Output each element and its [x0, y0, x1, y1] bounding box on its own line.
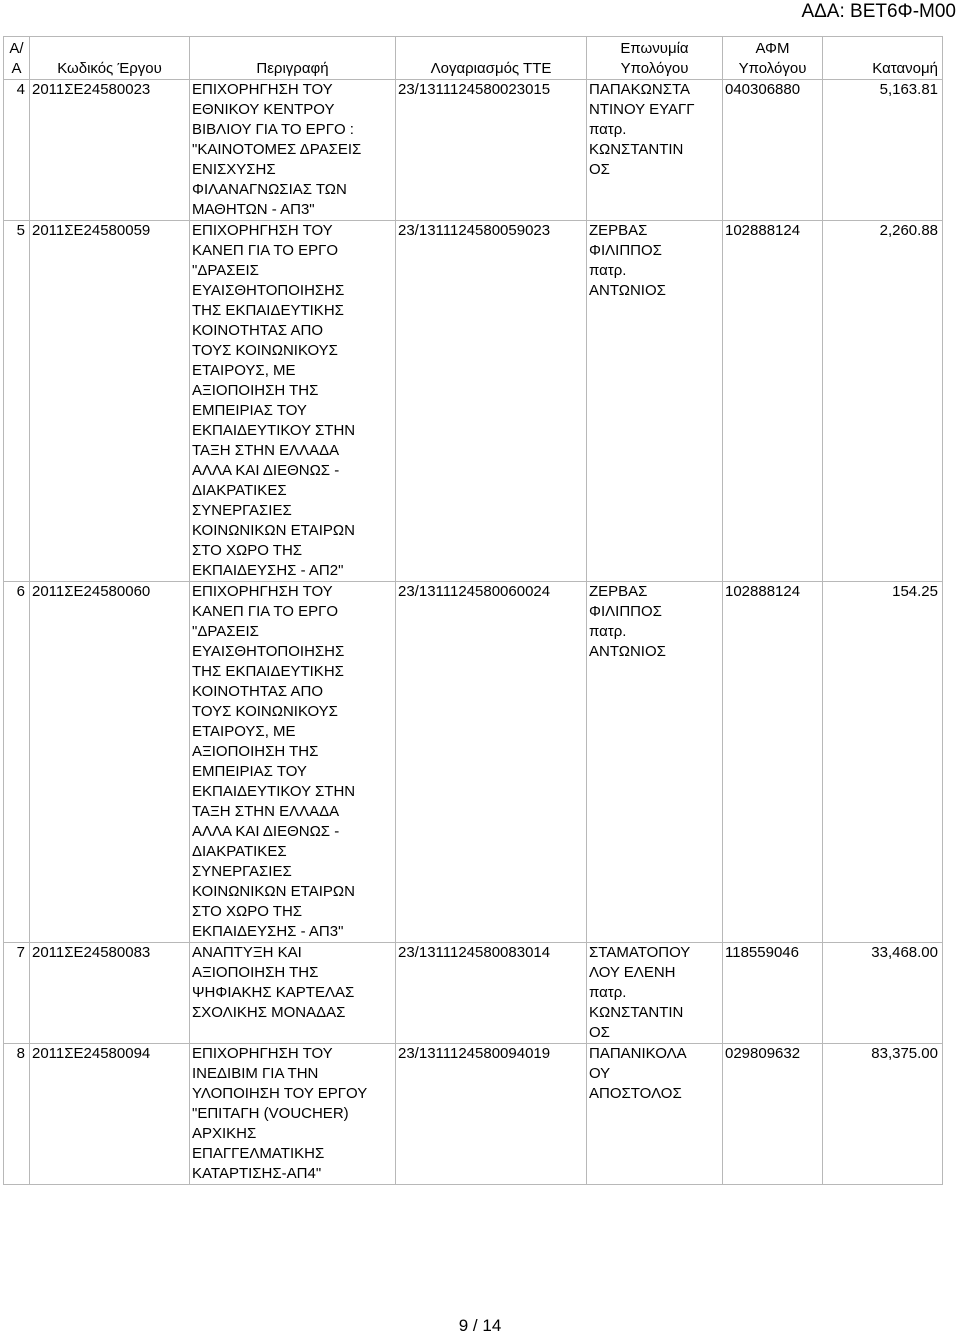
header-name: [587, 37, 723, 80]
row-description-line: ΤΟΥΣ ΚΟΙΝΩΝΙΚΟΥΣ: [192, 703, 338, 720]
header-code: Κωδικός Έργου: [30, 37, 190, 80]
row-name-line: ΚΩΝΣΤΑΝΤΙΝ: [589, 1004, 684, 1021]
row-description-line: ΕΜΠΕΙΡΙΑΣ ΤΟΥ: [192, 763, 307, 780]
row-description-line: "ΔΡΑΣΕΙΣ: [192, 623, 259, 640]
row-allocation: 2,260.88: [823, 221, 943, 582]
row-description-line: ΕΤΑΙΡΟΥΣ, ΜΕ: [192, 723, 296, 740]
row-description-line: "ΔΡΑΣΕΙΣ: [192, 262, 259, 279]
row-name-line: ΦΙΛΙΠΠΟΣ: [589, 603, 662, 620]
row-name-line: ΑΝΤΩΝΙΟΣ: [589, 643, 666, 660]
row-name-line: ΠΑΠΑΝΙΚΟΛΑ: [589, 1045, 687, 1062]
row-name-line: ΠΑΠΑΚΩΝΣΤΑ: [589, 81, 691, 98]
row-description-line: ΕΚΠΑΙΔΕΥΣΗΣ - ΑΠ2": [192, 562, 344, 579]
row-description-line: ΤΑΞΗ ΣΤΗΝ ΕΛΛΑΔΑ: [192, 442, 340, 459]
row-description-line: ΚΟΙΝΟΤΗΤΑΣ ΑΠΟ: [192, 322, 324, 339]
row-name-line: πατρ.: [589, 262, 627, 279]
row-description-line: ΑΝΑΠΤΥΞΗ ΚΑΙ: [192, 944, 302, 961]
row-description-line: "ΕΠΙΤΑΓΗ (VOUCHER): [192, 1105, 349, 1122]
row-description-line: ΔΙΑΚΡΑΤΙΚΕΣ: [192, 482, 287, 499]
row-allocation: 83,375.00: [823, 1044, 943, 1185]
header-row: [4, 37, 943, 80]
row-description-line: ΑΛΛΑ ΚΑΙ ΔΙΕΘΝΩΣ -: [192, 823, 340, 840]
row-name: [587, 582, 723, 943]
row-description-line: ΕΚΠΑΙΔΕΥΤΙΚΟΥ ΣΤΗΝ: [192, 422, 356, 439]
header-afm-line: Υπολόγου: [738, 60, 807, 77]
projects-table: [3, 36, 943, 1185]
row-name-line: ΟΥ: [589, 1065, 611, 1082]
row-aa: 4: [4, 80, 30, 221]
row-description-line: ΕΜΠΕΙΡΙΑΣ ΤΟΥ: [192, 402, 307, 419]
row-afm: 118559046: [723, 943, 823, 1044]
row-description-line: ΚΟΙΝΩΝΙΚΩΝ ΕΤΑΙΡΩΝ: [192, 522, 355, 539]
row-description-line: ΕΥΑΙΣΘΗΤΟΠΟΙΗΣΗΣ: [192, 282, 345, 299]
row-name-line: πατρ.: [589, 623, 627, 640]
row-description: [190, 943, 396, 1044]
row-description-line: ΣΤΟ ΧΩΡΟ ΤΗΣ: [192, 903, 303, 920]
row-description-line: ΤΑΞΗ ΣΤΗΝ ΕΛΛΑΔΑ: [192, 803, 340, 820]
row-afm: 040306880: [723, 80, 823, 221]
row-description-line: ΒΙΒΛΙΟΥ ΓΙΑ ΤΟ ΕΡΓΟ :: [192, 121, 354, 138]
page-number: 9: [458, 1316, 469, 1335]
row-description-line: ΕΝΙΣΧΥΣΗΣ: [192, 161, 276, 178]
row-name-line: ΣΤΑΜΑΤΟΠΟΥ: [589, 944, 691, 961]
header-account: Λογαριασμός ΤΤΕ: [396, 37, 587, 80]
table-row: [4, 221, 943, 582]
row-description: [190, 221, 396, 582]
row-description-line: ΣΧΟΛΙΚΗΣ ΜΟΝΑΔΑΣ: [192, 1004, 346, 1021]
table-row: [4, 80, 943, 221]
row-description: [190, 80, 396, 221]
row-account: 23/1311124580083014: [396, 943, 587, 1044]
header-name-line: Επωνυμία: [620, 40, 689, 57]
row-description-line: ΕΥΑΙΣΘΗΤΟΠΟΙΗΣΗΣ: [192, 643, 345, 660]
row-description-line: ΕΘΝΙΚΟΥ ΚΕΝΤΡΟΥ: [192, 101, 335, 118]
row-description-line: ΤΗΣ ΕΚΠΑΙΔΕΥΤΙΚΗΣ: [192, 663, 344, 680]
row-description-line: ΑΞΙΟΠΟΙΗΣΗ ΤΗΣ: [192, 743, 319, 760]
row-afm: 102888124: [723, 221, 823, 582]
document-id: ΑΔΑ: ΒΕΤ6Φ-Μ00: [801, 1, 956, 22]
row-code: 2011ΣΕ24580060: [30, 582, 190, 943]
row-description-line: ΕΠΑΓΓΕΛΜΑΤΙΚΗΣ: [192, 1145, 325, 1162]
row-name-line: ΛΟΥ ΕΛΕΝΗ: [589, 964, 676, 981]
row-allocation: 154.25: [823, 582, 943, 943]
row-description-line: ΣΥΝΕΡΓΑΣΙΕΣ: [192, 502, 292, 519]
row-allocation: 33,468.00: [823, 943, 943, 1044]
row-aa: 5: [4, 221, 30, 582]
row-code: 2011ΣΕ24580023: [30, 80, 190, 221]
row-name-line: ΟΣ: [589, 161, 610, 178]
row-name-line: ΑΠΟΣΤΟΛΟΣ: [589, 1085, 682, 1102]
row-afm: 102888124: [723, 582, 823, 943]
table-row: [4, 1044, 943, 1185]
row-description-line: ΔΙΑΚΡΑΤΙΚΕΣ: [192, 843, 287, 860]
header-allocation: Κατανομή: [823, 37, 943, 80]
row-description-line: ΑΞΙΟΠΟΙΗΣΗ ΤΗΣ: [192, 964, 319, 981]
row-description: [190, 1044, 396, 1185]
header-afm-line: ΑΦΜ: [755, 40, 790, 57]
row-description-line: ΚΟΙΝΟΤΗΤΑΣ ΑΠΟ: [192, 683, 324, 700]
row-description-line: ΕΠΙΧΟΡΗΓΗΣΗ ΤΟΥ: [192, 222, 333, 239]
row-description-line: ΥΛΟΠΟΙΗΣΗ ΤΟΥ ΕΡΓΟΥ: [192, 1085, 368, 1102]
header-description: Περιγραφή: [190, 37, 396, 80]
row-description-line: ΕΤΑΙΡΟΥΣ, ΜΕ: [192, 362, 296, 379]
row-name: [587, 943, 723, 1044]
row-description-line: ΤΗΣ ΕΚΠΑΙΔΕΥΤΙΚΗΣ: [192, 302, 344, 319]
row-name-line: ΟΣ: [589, 1024, 610, 1041]
row-description-line: ΜΑΘΗΤΩΝ - ΑΠ3": [192, 201, 315, 218]
row-code: 2011ΣΕ24580083: [30, 943, 190, 1044]
row-code: 2011ΣΕ24580094: [30, 1044, 190, 1185]
row-name-line: ΦΙΛΙΠΠΟΣ: [589, 242, 662, 259]
row-description-line: ΨΗΦΙΑΚΗΣ ΚΑΡΤΕΛΑΣ: [192, 984, 355, 1001]
page-footer: [0, 1316, 960, 1336]
row-description-line: ΣΤΟ ΧΩΡΟ ΤΗΣ: [192, 542, 303, 559]
row-name: [587, 80, 723, 221]
row-description-line: ΤΟΥΣ ΚΟΙΝΩΝΙΚΟΥΣ: [192, 342, 338, 359]
row-account: 23/1311124580060024: [396, 582, 587, 943]
row-aa: 8: [4, 1044, 30, 1185]
table-row: [4, 582, 943, 943]
row-description-line: ΣΥΝΕΡΓΑΣΙΕΣ: [192, 863, 292, 880]
row-name: [587, 1044, 723, 1185]
row-name: [587, 221, 723, 582]
row-description-line: ΕΚΠΑΙΔΕΥΣΗΣ - ΑΠ3": [192, 923, 344, 940]
row-description-line: ΚΑΝΕΠ ΓΙΑ ΤΟ ΕΡΓΟ: [192, 603, 339, 620]
row-name-line: ΖΕΡΒΑΣ: [589, 583, 648, 600]
row-description-line: ΕΠΙΧΟΡΗΓΗΣΗ ΤΟΥ: [192, 1045, 333, 1062]
page-separator: /: [472, 1316, 478, 1335]
row-aa: 7: [4, 943, 30, 1044]
row-description: [190, 582, 396, 943]
row-name-line: πατρ.: [589, 121, 627, 138]
row-account: 23/1311124580023015: [396, 80, 587, 221]
header-aa: Α/Α: [4, 37, 30, 80]
header-afm: [723, 37, 823, 80]
row-code: 2011ΣΕ24580059: [30, 221, 190, 582]
row-description-line: ΕΠΙΧΟΡΗΓΗΣΗ ΤΟΥ: [192, 81, 333, 98]
page-total: 14: [482, 1316, 502, 1335]
row-description-line: ΦΙΛΑΝΑΓΝΩΣΙΑΣ ΤΩΝ: [192, 181, 347, 198]
row-description-line: ΕΠΙΧΟΡΗΓΗΣΗ ΤΟΥ: [192, 583, 333, 600]
row-description-line: ΚΟΙΝΩΝΙΚΩΝ ΕΤΑΙΡΩΝ: [192, 883, 355, 900]
row-name-line: ΚΩΝΣΤΑΝΤΙΝ: [589, 141, 684, 158]
row-aa: 6: [4, 582, 30, 943]
row-description-line: ΑΞΙΟΠΟΙΗΣΗ ΤΗΣ: [192, 382, 319, 399]
row-description-line: ΑΛΛΑ ΚΑΙ ΔΙΕΘΝΩΣ -: [192, 462, 340, 479]
row-name-line: πατρ.: [589, 984, 627, 1001]
row-description-line: ΙΝΕΔΙΒΙΜ ΓΙΑ ΤΗΝ: [192, 1065, 319, 1082]
row-afm: 029809632: [723, 1044, 823, 1185]
row-description-line: ΑΡΧΙΚΗΣ: [192, 1125, 257, 1142]
row-account: 23/1311124580059023: [396, 221, 587, 582]
row-name-line: ΖΕΡΒΑΣ: [589, 222, 648, 239]
row-description-line: ΚΑΤΑΡΤΙΣΗΣ-ΑΠ4": [192, 1165, 322, 1182]
row-description-line: ΕΚΠΑΙΔΕΥΤΙΚΟΥ ΣΤΗΝ: [192, 783, 356, 800]
row-description-line: ΚΑΝΕΠ ΓΙΑ ΤΟ ΕΡΓΟ: [192, 242, 339, 259]
row-name-line: ΑΝΤΩΝΙΟΣ: [589, 282, 666, 299]
table-row: [4, 943, 943, 1044]
header-name-line: Υπολόγου: [620, 60, 689, 77]
row-description-line: "ΚΑΙΝΟΤΟΜΕΣ ΔΡΑΣΕΙΣ: [192, 141, 362, 158]
row-name-line: ΝΤΙΝΟΥ ΕΥΑΓΓ: [589, 101, 695, 118]
row-account: 23/1311124580094019: [396, 1044, 587, 1185]
row-allocation: 5,163.81: [823, 80, 943, 221]
